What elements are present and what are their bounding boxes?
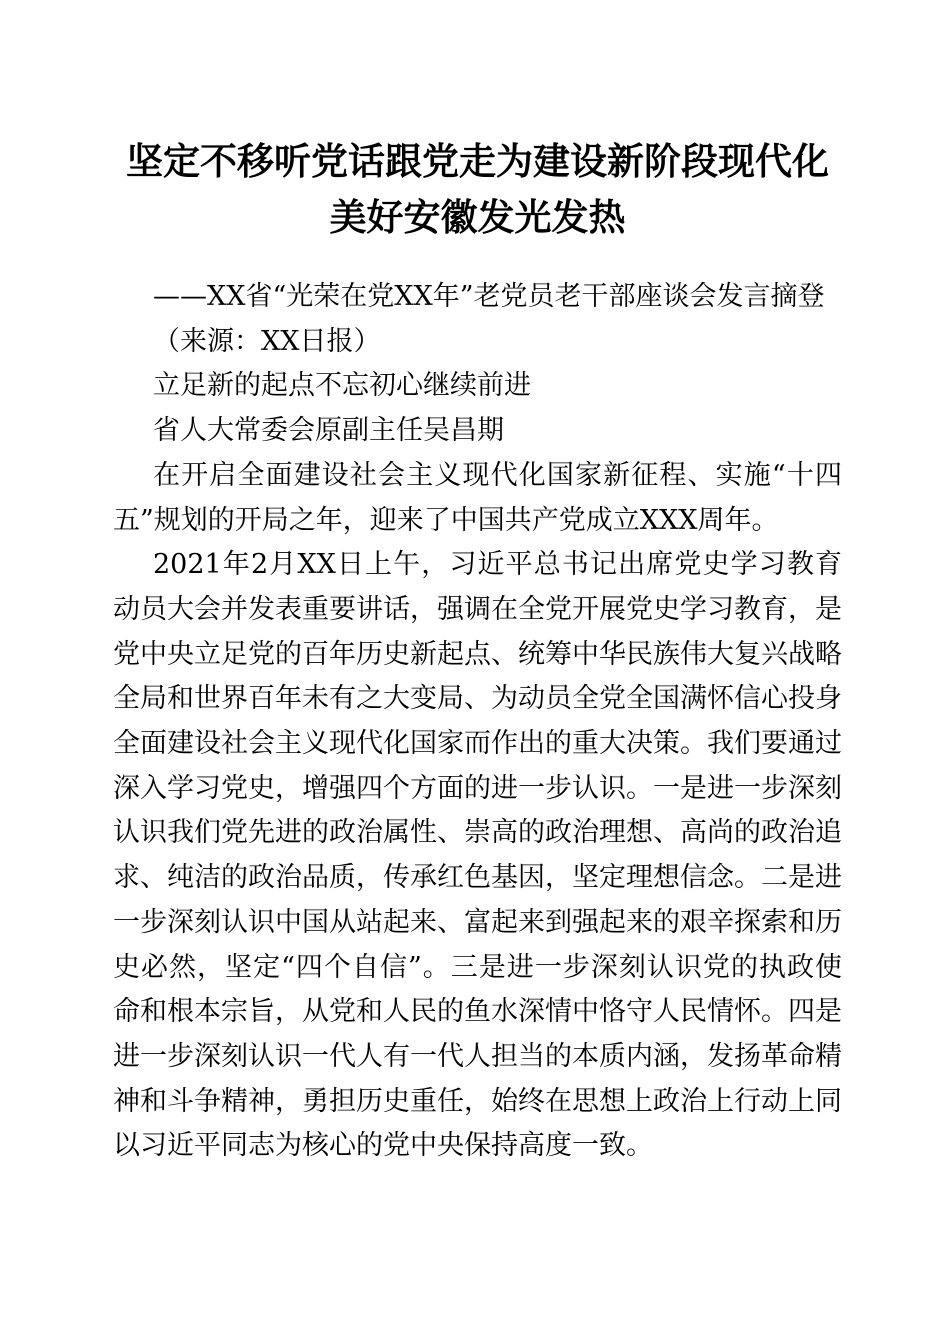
paragraph-source: （来源：XX日报） [153, 325, 381, 357]
document-title: 坚定不移听党话跟党走为建设新阶段现代化美好安徽发光发热 [126, 139, 829, 239]
paragraph-body-2: 2021年2月XX日上午，习近平总书记出席党史学习教育动员大会并发表重要讲话，强调在全党开展党史学习教育，是党中央立足党的百年历史新起点、统筹中华民族伟大复兴战略全局和世界百年未有之大变局、为动员全党全国满怀信心投身全面建设社会主义现代化国家而作出的重大决策。我们要通过深入学习党史，增强四个方面的进一步认识。一是进一步深刻认识我们党先进的政治属性、崇高的政治理想、高尚的政治追求、纯洁的政治品质，传承红色基因，坚定理想信念。二是进一步深刻认识中国从站起来、富起来到强起来的艰辛探索和历史必然，坚定“四个自信”。三是进一步深刻认识党的执政使命和根本宗旨，从党和人民的鱼水深情中恪守人民情怀。四是进一步深刻认识一代人有一代人担当的本质内涵，发扬革命精神和斗争精神，勇担历史重任，始终在思想上政治上行动上同以习近平同志为核心的党中央保持高度一致。 [113, 549, 842, 1162]
paragraph-subtitle: ——XX省“光荣在党XX年”老党员老干部座谈会发言摘登 [153, 281, 825, 312]
document-body [113, 275, 842, 1169]
paragraph-section-heading: 立足新的起点不忘初心继续前进 [153, 370, 531, 402]
paragraph-body-1: 在开启全面建设社会主义现代化国家新征程、实施“十四五”规划的开局之年，迎来了中国共产党成立XXX周年。 [113, 459, 842, 536]
paragraph-author: 省人大常委会原副主任吴昌期 [153, 415, 504, 447]
